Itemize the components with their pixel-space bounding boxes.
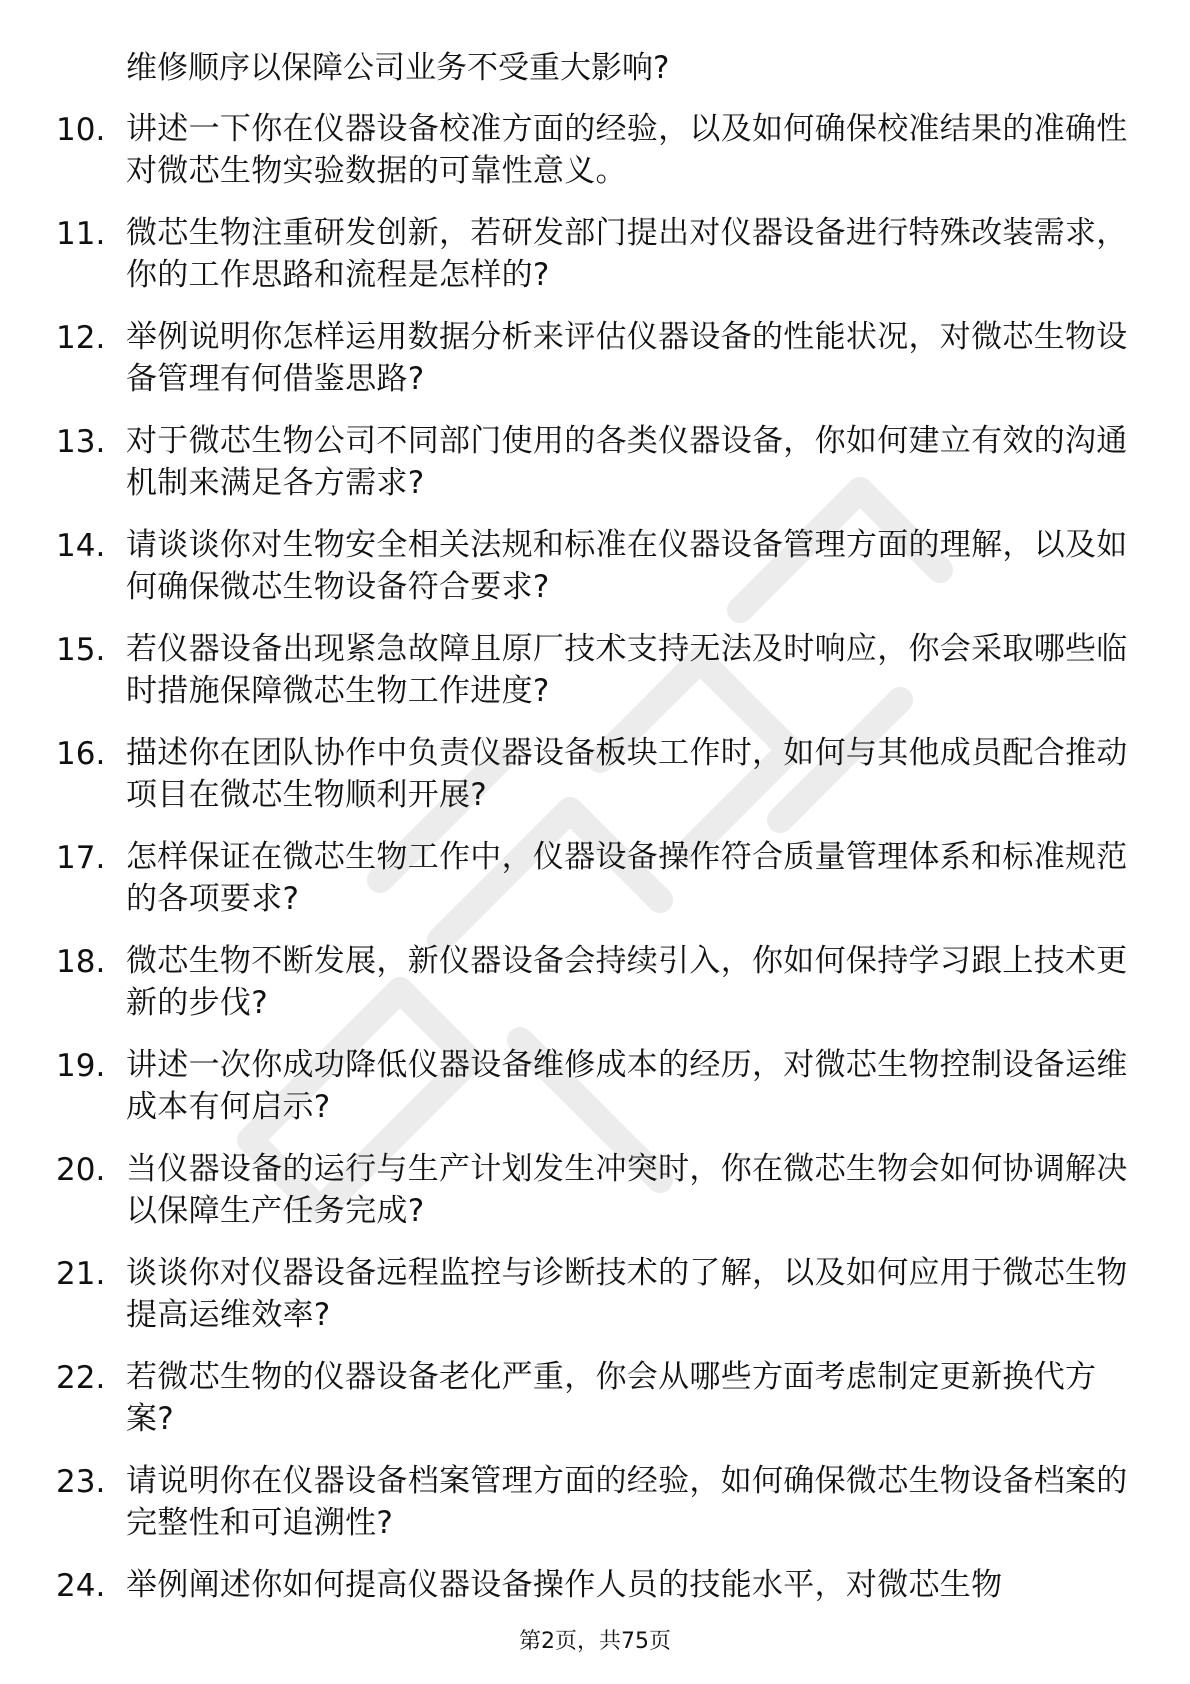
question-item xyxy=(0,212,1190,316)
question-text: 怎样保证在微芯生物工作中，仪器设备操作符合质量管理体系和标准规范的各项要求? xyxy=(126,839,1128,917)
question-item xyxy=(0,1460,1190,1564)
question-number: 21. xyxy=(56,1256,106,1292)
question-text: 讲述一次你成功降低仪器设备维修成本的经历，对微芯生物控制设备运维成本有何启示? xyxy=(126,1047,1128,1125)
question-text: 当仪器设备的运行与生产计划发生冲突时，你在微芯生物会如何协调解决以保障生产任务完成? xyxy=(126,1151,1128,1229)
question-text: 微芯生物注重研发创新，若研发部门提出对仪器设备进行特殊改装需求，你的工作思路和流程是怎样的? xyxy=(126,215,1128,293)
question-list xyxy=(0,108,1190,1668)
question-number: 16. xyxy=(56,736,106,772)
question-item xyxy=(0,316,1190,420)
question-text: 若微芯生物的仪器设备老化严重，你会从哪些方面考虑制定更新换代方案? xyxy=(126,1359,1097,1437)
question-text: 描述你在团队协作中负责仪器设备板块工作时，如何与其他成员配合推动项目在微芯生物顺利开展? xyxy=(126,735,1128,813)
question-item xyxy=(0,1148,1190,1252)
question-number: 15. xyxy=(56,632,106,668)
question-number: 18. xyxy=(56,944,106,980)
continuation-text: 维修顺序以保障公司业务不受重大影响? xyxy=(126,50,670,86)
question-number: 19. xyxy=(56,1048,106,1084)
question-item xyxy=(0,940,1190,1044)
question-text: 举例说明你怎样运用数据分析来评估仪器设备的性能状况，对微芯生物设备管理有何借鉴思路? xyxy=(126,319,1128,397)
question-item xyxy=(0,1044,1190,1148)
question-item xyxy=(0,420,1190,524)
question-number: 13. xyxy=(56,424,106,460)
question-number: 24. xyxy=(56,1568,106,1604)
question-text: 若仪器设备出现紧急故障且原厂技术支持无法及时响应，你会采取哪些临时措施保障微芯生物工作进度? xyxy=(126,631,1128,709)
question-text: 微芯生物不断发展，新仪器设备会持续引入，你如何保持学习跟上技术更新的步伐? xyxy=(126,943,1128,1021)
question-text: 讲述一下你在仪器设备校准方面的经验，以及如何确保校准结果的准确性对微芯生物实验数据的可靠性意义。 xyxy=(126,111,1128,189)
question-text: 谈谈你对仪器设备远程监控与诊断技术的了解，以及如何应用于微芯生物提高运维效率? xyxy=(126,1255,1128,1333)
question-number: 14. xyxy=(56,528,106,564)
question-number: 10. xyxy=(56,112,106,148)
question-text: 对于微芯生物公司不同部门使用的各类仪器设备，你如何建立有效的沟通机制来满足各方需求? xyxy=(126,423,1128,501)
page-footer: 第2页，共75页 xyxy=(519,1629,671,1654)
question-number: 12. xyxy=(56,320,106,356)
question-text: 请说明你在仪器设备档案管理方面的经验，如何确保微芯生物设备档案的完整性和可追溯性? xyxy=(126,1463,1128,1541)
question-text: 请谈谈你对生物安全相关法规和标准在仪器设备管理方面的理解，以及如何确保微芯生物设备符合要求? xyxy=(126,527,1128,605)
question-item xyxy=(0,108,1190,212)
question-item xyxy=(0,836,1190,940)
question-item xyxy=(0,1252,1190,1356)
question-item xyxy=(0,524,1190,628)
question-number: 23. xyxy=(56,1464,106,1500)
question-number: 11. xyxy=(56,216,106,252)
question-item xyxy=(0,628,1190,732)
question-item xyxy=(0,732,1190,836)
question-number: 17. xyxy=(56,840,106,876)
question-number: 20. xyxy=(56,1152,106,1188)
question-item xyxy=(0,1356,1190,1460)
question-number: 22. xyxy=(56,1360,106,1396)
question-text: 举例阐述你如何提高仪器设备操作人员的技能水平，对微芯生物 xyxy=(126,1567,1003,1603)
